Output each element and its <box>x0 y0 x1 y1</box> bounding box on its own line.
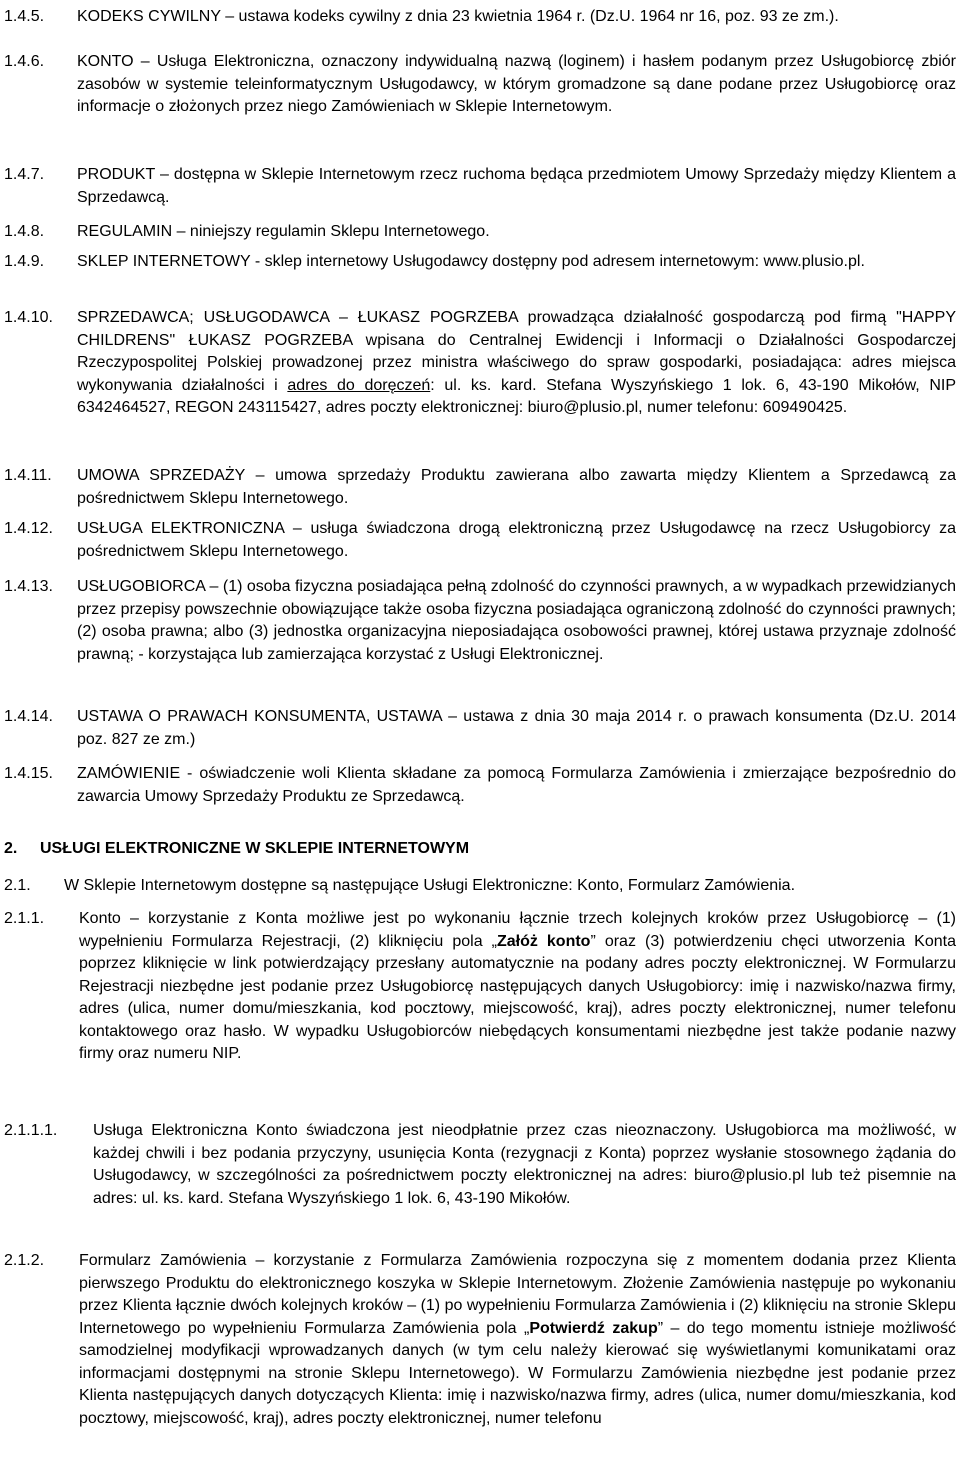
item-number: 1.4.15. <box>4 765 53 782</box>
item-number: 1.4.8. <box>4 223 45 240</box>
item-text <box>77 307 956 420</box>
item-text: KONTO – Usługa Elektroniczna, oznaczony indywidualną nazwą (loginem) i hasłem podanym przez Usługobiorcę zbiór zasobów w systemie teleinformatycznym Usługodawcy, w którym gromadzone są dane podane przez Usługobiorcę oraz informacje o złożonych przez niego Zamówieniach w Sklepie Internetowym. <box>77 53 956 115</box>
item-text: UMOWA SPRZEDAŻY – umowa sprzedaży Produktu zawierana albo zawarta między Klientem a Sprzedawcą za pośrednictwem Sklepu Internetowego. <box>77 467 956 507</box>
clause-text <box>79 1250 956 1430</box>
clause-number: 2.1. <box>4 877 31 894</box>
item-number: 1.4.10. <box>4 309 53 326</box>
item-text: USŁUGA ELEKTRONICZNA – usługa świadczona drogą elektroniczną przez Usługodawcę na rzecz Usługobiorcy za pośrednictwem Sklepu Internetowego. <box>77 520 956 560</box>
clause-number: 2.1.1.1. <box>4 1122 58 1139</box>
item-number: 1.4.11. <box>4 467 52 484</box>
clause-text <box>79 908 956 1066</box>
item-number: 1.4.5. <box>4 8 45 25</box>
create-account-label: Załóż konto <box>496 932 591 950</box>
item-number: 1.4.7. <box>4 166 45 183</box>
section-title: USŁUGI ELEKTRONICZNE W SKLEPIE INTERNETOWYM <box>40 840 470 857</box>
clause-text: W Sklepie Internetowym dostępne są następujące Usługi Elektroniczne: Konto, Formularz Zamówienia. <box>64 877 796 894</box>
clause-text: Usługa Elektroniczna Konto świadczona jest nieodpłatnie przez czas nieoznaczony. Usługobiorca ma możliwość, w każdej chwili i bez podania przyczyny, usunięcia Konta (rezygnacji z Konta) poprzez wysłanie stosownego żądania do Usługodawcy, w szczególności za pośrednictwem poczty elektronicznej na adres: biuro@plusio.pl lub też pisemnie na adres: ul. ks. kard. Stefana Wyszyńskiego 1 lok. 6, 43-190 Mikołów. <box>93 1122 956 1207</box>
item-text: USŁUGOBIORCA – (1) osoba fizyczna posiadająca pełną zdolność do czynności prawnych, a w wypadkach przewidzianych przez przepisy powszechnie obowiązujące także osoba fizyczna posiadająca ograniczoną zdolność do czynności prawnych; (2) osoba prawna; albo (3) jednostka organizacyjna nieposiadająca osobowości prawnej, której ustawa przyznaje zdolność prawną; - korzystająca lub zamierzająca korzystać z Usługi Elektronicznej. <box>77 578 956 663</box>
item-text-part: : ul. ks. kard. Stefana Wyszyńskiego 1 lok. 6, 43-190 Mikołów, NIP 6342464527, REGON 243115427, adres poczty elektronicznej: biuro@plusio.pl, numer telefonu: 609490425. <box>77 376 956 416</box>
clause-number: 2.1.2. <box>4 1252 45 1269</box>
clause-text-part: Formularz Zamówienia – korzystanie z Formularza Zamówienia rozpoczyna się z momentem dodania przez Klienta pierwszego Produktu do elektronicznego koszyka w Sklepie Internetowym. Złożenie Zamówienia następuje po wykonaniu przez Klienta łącznie dwóch kolejnych kroków – (1) po wypełnieniu Formularza Zamówienia i (2) kliknięciu na stronie Sklepu Internetowego po wypełnieniu Formularza Zamówienia pola „ <box>79 1252 956 1337</box>
item-number: 1.4.13. <box>4 578 53 595</box>
item-number: 1.4.9. <box>4 253 45 270</box>
item-text: USTAWA O PRAWACH KONSUMENTA, USTAWA – ustawa z dnia 30 maja 2014 r. o prawach konsumenta (Dz.U. 2014 poz. 827 ze zm.) <box>77 708 956 748</box>
item-text: ZAMÓWIENIE - oświadczenie woli Klienta składane za pomocą Formularza Zamówienia i zmierzające bezpośrednio do zawarcia Umowy Sprzedaży Produktu ze Sprzedawcą. <box>77 765 956 805</box>
item-number: 1.4.6. <box>4 53 45 70</box>
clause-text-part: Konto – korzystanie z Konta możliwe jest po wykonaniu łącznie trzech kolejnych kroków przez Usługobiorcę – (1) wypełnieniu Formularza Rejestracji, (2) kliknięciu pola „ <box>79 910 956 950</box>
clause-text-part: ” oraz (3) potwierdzeniu chęci utworzenia Konta poprzez kliknięcie w link potwierdzający przesłany automatycznie na podany adres poczty elektronicznej. W Formularzu Rejestracji niezbędne jest podanie przez Usługobiorcę następujących danych Usługobiorcy: imię i nazwisko/nazwa firmy, adres (ulica, numer domu/mieszkania, kod pocztowy, miejscowość, kraj), adres poczty elektronicznej, numer telefonu kontaktowego oraz hasło. W wypadku Usługobiorców niebędących konsumentami niezbędne jest także podanie nazwy firmy oraz numeru NIP. <box>79 932 956 1062</box>
address-link[interactable]: adres do doręczeń <box>287 376 431 394</box>
item-number: 1.4.12. <box>4 520 53 537</box>
section-number: 2. <box>4 840 18 857</box>
confirm-purchase-label: Potwierdź zakup <box>529 1319 658 1337</box>
item-text-part: SPRZEDAWCA; USŁUGODAWCA – ŁUKASZ POGRZEBA prowadząca działalność gospodarczą pod firmą "HAPPY CHILDRENS" ŁUKASZ POGRZEBA wpisana do Centralnej Ewidencji i Informacji o Działalności Gospodarczej Rzeczypospolitej Polskiej prowadzonej przez ministra właściwego do spraw gospodarki, posiadająca: adres miejsca wykonywania działalności i <box>77 309 956 394</box>
item-text: REGULAMIN – niniejszy regulamin Sklepu Internetowego. <box>77 223 490 240</box>
item-text: KODEKS CYWILNY – ustawa kodeks cywilny z dnia 23 kwietnia 1964 r. (Dz.U. 1964 nr 16, poz. 93 ze zm.). <box>77 8 839 25</box>
clause-number: 2.1.1. <box>4 910 45 927</box>
item-number: 1.4.14. <box>4 708 53 725</box>
item-text: PRODUKT – dostępna w Sklepie Internetowym rzecz ruchoma będąca przedmiotem Umowy Sprzedaży między Klientem a Sprzedawcą. <box>77 166 956 206</box>
clause-text-part: ” – do tego momentu istnieje możliwość samodzielnej modyfikacji wprowadzanych danych (w tym celu należy kierować się wyświetlanymi komunikatami oraz informacjami dostępnymi na stronie Sklepu Internetowego). W Formularzu Zamówienia niezbędne jest podanie przez Klienta następujących danych dotyczących Klienta: imię i nazwisko/nazwa firmy, adres (ulica, numer domu/mieszkania, kod pocztowy, miejscowość, kraj), adres poczty elektronicznej, numer telefonu <box>79 1319 956 1427</box>
item-text: SKLEP INTERNETOWY - sklep internetowy Usługodawcy dostępny pod adresem internetowym: www.plusio.pl. <box>77 253 865 270</box>
